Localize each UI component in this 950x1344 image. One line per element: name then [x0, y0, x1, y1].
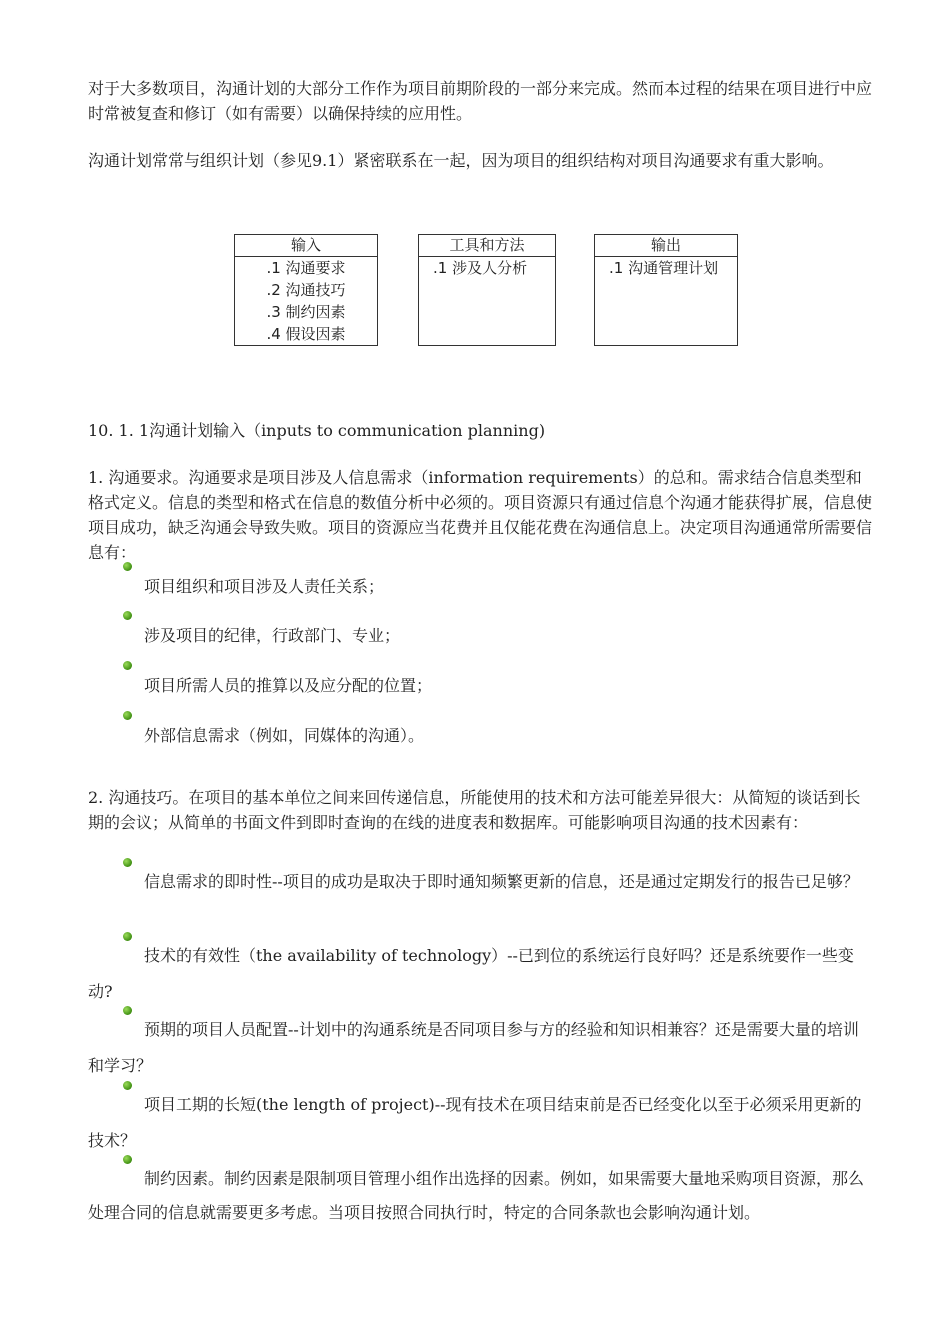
list-item: 涉及项目的纪律，行政部门、专业； — [144, 626, 401, 645]
intro-paragraph-2: 沟通计划常常与组织计划（参见9.1）紧密联系在一起，因为项目的组织结构对项目沟通要求有重大影响。 — [88, 151, 834, 170]
bullet-icon — [123, 661, 132, 670]
tools-box — [418, 234, 556, 346]
inputs-item: .1 沟通要求 — [266, 259, 346, 277]
list-item: 技术的有效性（the availability of technology）--已到位的系统运行良好吗？还是系统要作一些变动? — [88, 946, 854, 1001]
tools-box-title: 工具和方法 — [419, 235, 555, 257]
outputs-box-title: 输出 — [595, 235, 737, 257]
tools-item: .1 涉及人分析 — [433, 259, 528, 277]
bullet-icon — [123, 562, 132, 571]
intro-paragraph-1: 对于大多数项目，沟通计划的大部分工作作为项目前期阶段的一部分来完成。然而本过程的结果在项目进行中应时常被复查和修订（如有需要）以确保持续的应用性。 — [88, 79, 873, 123]
requirements-paragraph: 1. 沟通要求。沟通要求是项目涉及人信息需求（information requirements）的总和。需求结合信息类型和格式定义。信息的类型和格式在信息的数值分析中必须的。项目资源只有通过信息个沟通才能获得扩展，信息使项目成功，缺乏沟通会导致失败。项目的资源应当花费并且仅能花费在沟通信息上。决定项目沟通通常所需要信息有： — [88, 468, 873, 562]
constraints-paragraph: 制约因素。制约因素是限制项目管理小组作出选择的因素。例如，如果需要大量地采购项目资源，那么处理合同的信息就需要更多考虑。当项目按照合同执行时，特定的合同条款也会影响沟通计划。 — [88, 1169, 865, 1222]
list-item: 信息需求的即时性--项目的成功是取决于即时通知频繁更新的信息，还是通过定期发行的报告已足够？ — [144, 872, 859, 891]
inputs-item: .2 沟通技巧 — [266, 281, 346, 299]
bullet-icon — [123, 711, 132, 720]
list-item: 预期的项目人员配置--计划中的沟通系统是否同项目参与方的经验和知识相兼容？还是需要大量的培训和学习？ — [88, 1020, 859, 1075]
list-item: 项目所需人员的推算以及应分配的位置； — [144, 676, 433, 695]
inputs-item: .4 假设因素 — [266, 325, 346, 343]
list-item: 项目组织和项目涉及人责任关系； — [144, 577, 385, 596]
bullet-icon — [123, 611, 132, 620]
inputs-box — [234, 234, 378, 346]
inputs-box-title: 输入 — [235, 235, 377, 257]
list-item: 项目工期的长短(the length of project)--现有技术在项目结束前是否已经变化以至于必须采用更新的技术？ — [88, 1095, 862, 1150]
list-item: 外部信息需求（例如，同媒体的沟通）。 — [144, 726, 425, 745]
skills-paragraph: 2. 沟通技巧。在项目的基本单位之间来回传递信息，所能使用的技术和方法可能差异很大：从简短的谈话到长期的会议；从简单的书面文件到即时查询的在线的进度表和数据库。可能影响项目沟通的技术因素有： — [88, 788, 861, 832]
inputs-item: .3 制约因素 — [266, 303, 346, 321]
section-heading: 10. 1. 1沟通计划输入（inputs to communication planning) — [88, 421, 546, 440]
outputs-item: .1 沟通管理计划 — [609, 259, 719, 277]
outputs-box — [594, 234, 738, 346]
